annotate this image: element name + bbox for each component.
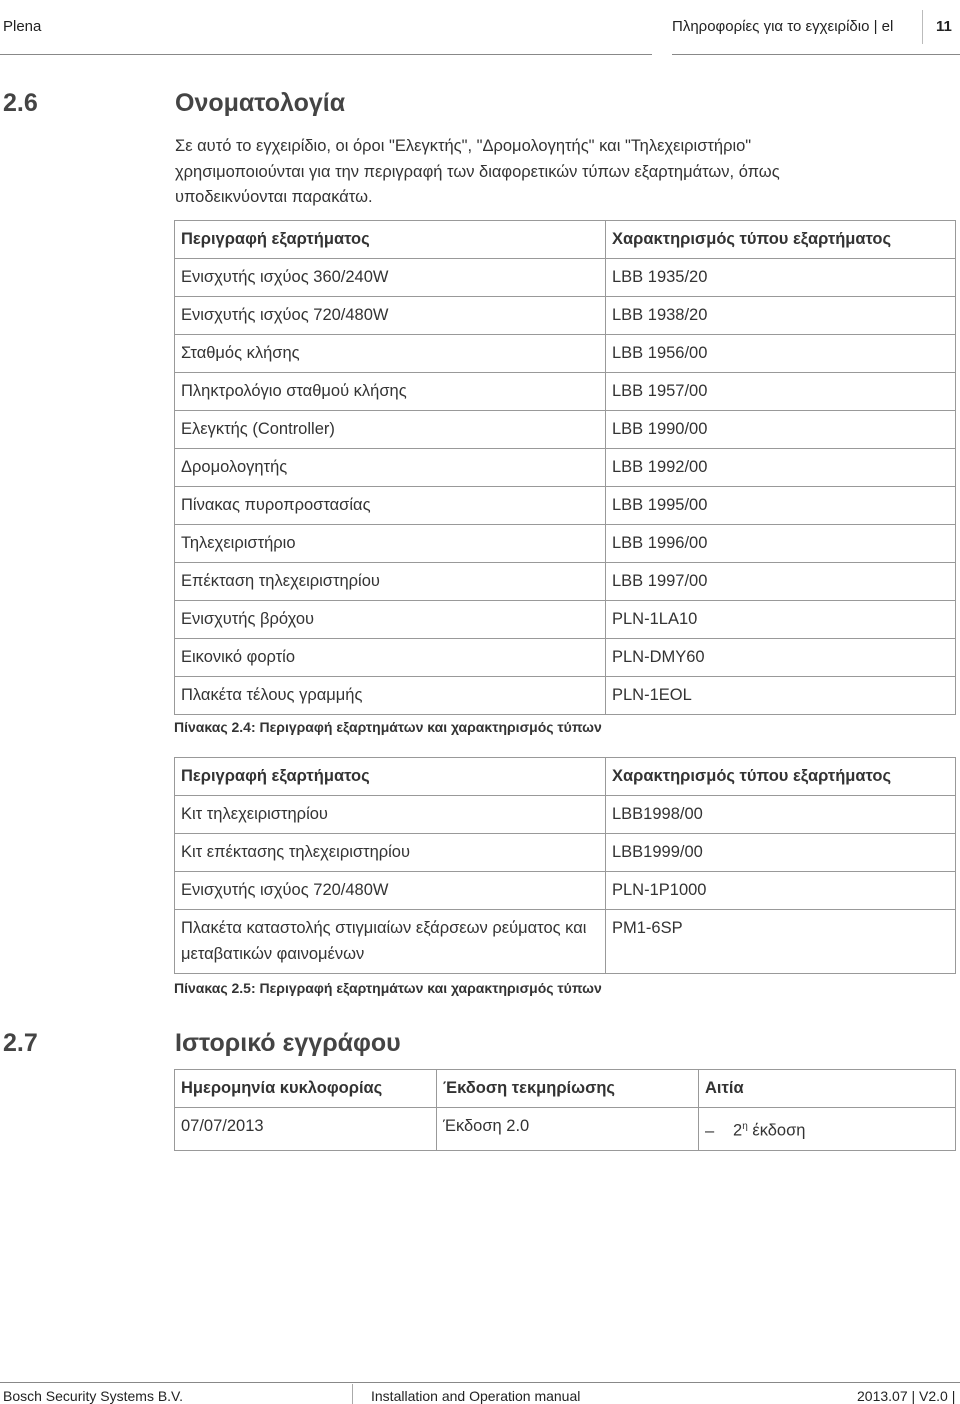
column-header: Αιτία: [699, 1070, 956, 1108]
section-number: 2.6: [3, 89, 38, 117]
release-date: 07/07/2013: [175, 1108, 437, 1151]
table-row: [175, 487, 956, 525]
brand-name: Plena: [3, 18, 42, 35]
section-number: 2.7: [3, 1029, 38, 1057]
page-number: 11: [936, 18, 952, 35]
table-cell: LBB 1990/00: [606, 411, 956, 449]
table-cell: LBB1999/00: [606, 834, 956, 872]
table-cell: Ενισχυτής ισχύος 360/240W: [175, 259, 606, 297]
table-row: [175, 796, 956, 834]
table-header-row: [175, 758, 956, 796]
table-cell: LBB 1956/00: [606, 335, 956, 373]
table-cell: Σταθμός κλήσης: [175, 335, 606, 373]
components-table-2-4: [174, 220, 956, 715]
table-row: [175, 601, 956, 639]
table-row: [175, 639, 956, 677]
table-cell: PLN-1EOL: [606, 677, 956, 715]
table-row: [175, 563, 956, 601]
table-cell: Εικονικό φορτίο: [175, 639, 606, 677]
section-heading: Ονοματολογία: [175, 89, 346, 117]
table-cell: PLN-DMY60: [606, 639, 956, 677]
header-divider: [922, 10, 923, 44]
table-cell: Ενισχυτής ισχύος 720/480W: [175, 297, 606, 335]
document-history-table: [174, 1069, 956, 1151]
table-row: [175, 373, 956, 411]
footer-divider: [352, 1384, 353, 1404]
table-row: [175, 297, 956, 335]
table-row: [175, 259, 956, 297]
table-caption: Πίνακας 2.5: Περιγραφή εξαρτημάτων και χαρακτηρισμός τύπων: [174, 980, 602, 996]
components-table-2-5: [174, 757, 956, 974]
document-version: Έκδοση 2.0: [437, 1108, 699, 1151]
table-caption: Πίνακας 2.4: Περιγραφή εξαρτημάτων και χαρακτηρισμός τύπων: [174, 719, 602, 735]
table-row: [175, 677, 956, 715]
table-cell: PLN-1LA10: [606, 601, 956, 639]
footer-manual-title: Installation and Operation manual: [371, 1388, 581, 1404]
table-cell: PLN-1P1000: [606, 872, 956, 910]
table-cell: Ενισχυτής βρόχου: [175, 601, 606, 639]
table-cell: LBB 1997/00: [606, 563, 956, 601]
table-cell: Κιτ επέκτασης τηλεχειριστηρίου: [175, 834, 606, 872]
table-cell: Πλακέτα καταστολής στιγμιαίων εξάρσεων ρεύματος και μεταβατικών φαινομένων: [175, 910, 606, 974]
table-cell: Ενισχυτής ισχύος 720/480W: [175, 872, 606, 910]
table-cell: LBB 1957/00: [606, 373, 956, 411]
footer-rule: [0, 1382, 960, 1383]
table-cell: PM1-6SP: [606, 910, 956, 974]
column-header: Ημερομηνία κυκλοφορίας: [175, 1070, 437, 1108]
table-row: [175, 449, 956, 487]
header-rule-right: [672, 54, 960, 55]
change-reason: [699, 1108, 956, 1151]
column-header: Έκδοση τεκμηρίωσης: [437, 1070, 699, 1108]
header-rule-left: [0, 54, 652, 55]
column-header: Περιγραφή εξαρτήματος: [175, 221, 606, 259]
table-cell: LBB1998/00: [606, 796, 956, 834]
footer-company: Bosch Security Systems B.V.: [3, 1388, 183, 1404]
reason-number: 2: [733, 1121, 743, 1140]
table-cell: Πληκτρολόγιο σταθμού κλήσης: [175, 373, 606, 411]
table-cell: Δρομολογητής: [175, 449, 606, 487]
column-header: Χαρακτηρισμός τύπου εξαρτήματος: [606, 221, 956, 259]
reason-superscript: η: [742, 1121, 748, 1132]
table-cell: Ελεγκτής (Controller): [175, 411, 606, 449]
section-heading: Ιστορικό εγγράφου: [175, 1029, 401, 1057]
table-cell: Κιτ τηλεχειριστηρίου: [175, 796, 606, 834]
table-cell: Πλακέτα τέλους γραμμής: [175, 677, 606, 715]
table-row: [175, 910, 956, 974]
table-row: [175, 411, 956, 449]
table-row: [175, 834, 956, 872]
dash: –: [705, 1121, 715, 1140]
footer-version: 2013.07 | V2.0 |: [857, 1388, 956, 1404]
section-title: Πληροφορίες για το εγχειρίδιο | el: [672, 18, 894, 35]
table-row: [175, 1108, 956, 1151]
table-cell: Τηλεχειριστήριο: [175, 525, 606, 563]
table-cell: Πίνακας πυροπροστασίας: [175, 487, 606, 525]
table-cell: Επέκταση τηλεχειριστηρίου: [175, 563, 606, 601]
table-header-row: [175, 1070, 956, 1108]
column-header: Περιγραφή εξαρτήματος: [175, 758, 606, 796]
table-cell: LBB 1995/00: [606, 487, 956, 525]
table-row: [175, 525, 956, 563]
table-cell: LBB 1996/00: [606, 525, 956, 563]
table-cell: LBB 1938/20: [606, 297, 956, 335]
table-row: [175, 335, 956, 373]
table-cell: LBB 1992/00: [606, 449, 956, 487]
table-header-row: [175, 221, 956, 259]
table-cell: LBB 1935/20: [606, 259, 956, 297]
page-header: [0, 0, 960, 56]
reason-text: έκδοση: [752, 1121, 806, 1140]
intro-paragraph: Σε αυτό το εγχειρίδιο, οι όροι "Ελεγκτής", "Δρομολογητής" και "Τηλεχειριστήριο" χρησιμοποιούνται για την περιγραφή των διαφορετικών τύπων εξαρτημάτων, όπως υποδεικνύονται παρακάτω.: [175, 137, 780, 206]
column-header: Χαρακτηρισμός τύπου εξαρτήματος: [606, 758, 956, 796]
table-row: [175, 872, 956, 910]
